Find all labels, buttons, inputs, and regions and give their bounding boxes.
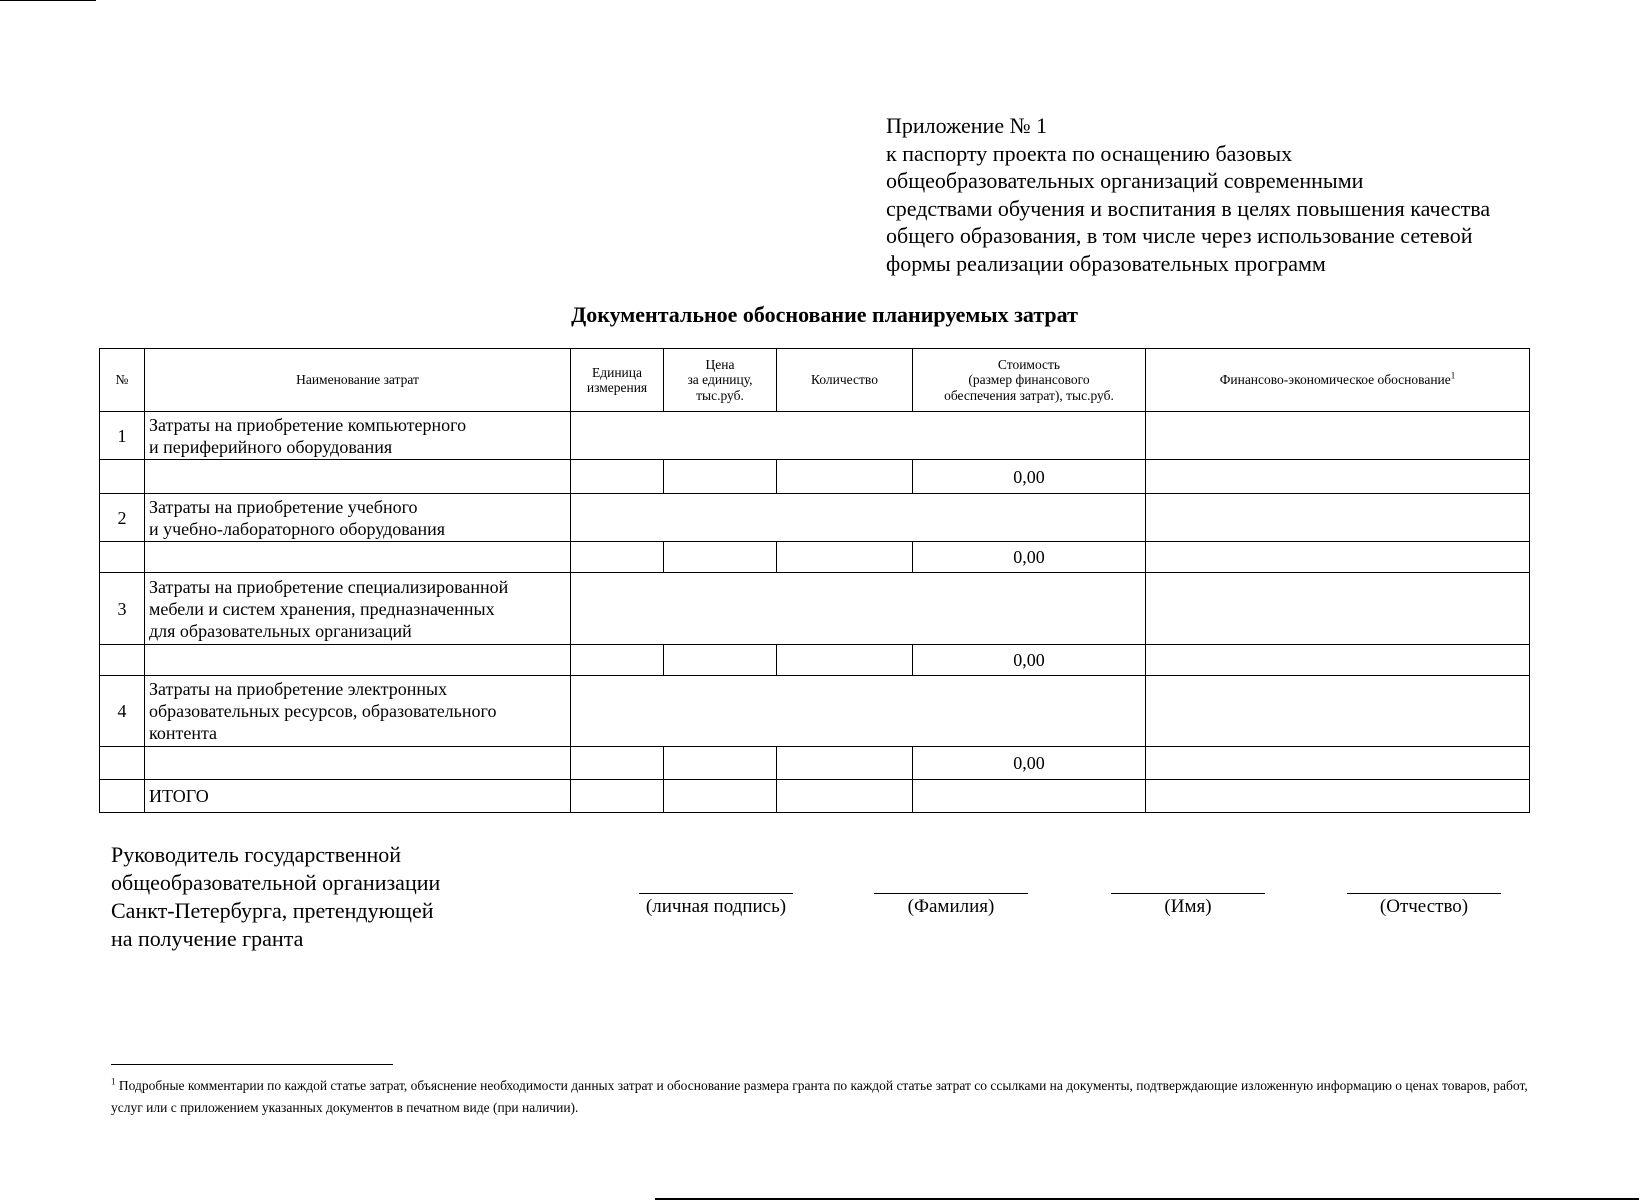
table-row bbox=[100, 645, 1530, 676]
appendix-line: к паспорту проекта по оснащению базовых bbox=[886, 140, 1293, 166]
table-row bbox=[100, 573, 1530, 645]
cost-item-name: Затраты на приобретение специализированной мебели и систем хранения, предназначенных для образовательных организаций bbox=[145, 573, 571, 645]
unit-cell bbox=[571, 645, 664, 676]
justification-cell bbox=[1146, 494, 1530, 542]
table-row bbox=[100, 747, 1530, 780]
total-row bbox=[100, 780, 1530, 813]
cost-total: 0,00 bbox=[913, 542, 1146, 573]
header-unit: Единица измерения bbox=[571, 349, 664, 412]
price-cell bbox=[664, 460, 777, 494]
appendix-line: средствами обучения и воспитания в целях повышения качества bbox=[886, 195, 1491, 221]
row-number: 2 bbox=[100, 494, 145, 542]
price-cell bbox=[664, 747, 777, 780]
table-row bbox=[100, 542, 1530, 573]
appendix-line: Приложение № 1 bbox=[886, 113, 1048, 138]
merged-cell bbox=[571, 573, 1146, 645]
price-cell bbox=[664, 542, 777, 573]
unit-cell bbox=[571, 747, 664, 780]
justification-cell bbox=[1146, 747, 1530, 780]
cost-item-name: Затраты на приобретение учебного и учебно-лабораторного оборудования bbox=[145, 494, 571, 542]
header-num: № bbox=[100, 349, 145, 412]
scan-edge-line bbox=[0, 0, 96, 1]
justification-cell bbox=[1146, 412, 1530, 460]
justification-cell bbox=[1146, 573, 1530, 645]
total-label: ИТОГО bbox=[145, 780, 571, 813]
justification-cell bbox=[1146, 542, 1530, 573]
table-header-row bbox=[100, 349, 1530, 412]
header-justification: Финансово-экономическое обоснование$^1$ bbox=[1146, 349, 1530, 412]
merged-cell bbox=[571, 676, 1146, 747]
signatory-description: Руководитель государственной общеобразовательной организации Санкт-Петербурга, претендующей на получение гранта bbox=[111, 842, 441, 951]
header-name: Наименование затрат bbox=[145, 349, 571, 412]
quantity-cell bbox=[777, 747, 913, 780]
grand-total-cell bbox=[913, 780, 1146, 813]
patronymic-field[interactable]: (Отчество) bbox=[1347, 893, 1501, 917]
unit-cell bbox=[571, 542, 664, 573]
footnote-mark: 1 bbox=[111, 1076, 116, 1087]
name-field[interactable]: (Имя) bbox=[1111, 893, 1265, 917]
table-row bbox=[100, 412, 1530, 460]
justification-cell bbox=[1146, 645, 1530, 676]
header-price: Цена за единицу, тыс.руб. bbox=[664, 349, 777, 412]
row-number: 4 bbox=[100, 676, 145, 747]
table-row bbox=[100, 676, 1530, 747]
row-number: 1 bbox=[100, 412, 145, 460]
footnote-ref: 1 bbox=[1450, 370, 1456, 381]
quantity-cell bbox=[777, 460, 913, 494]
justification-cell bbox=[1146, 676, 1530, 747]
cost-item-name: Затраты на приобретение компьютерного и периферийного оборудования bbox=[145, 412, 571, 460]
document-title: Документальное обоснование планируемых затрат bbox=[571, 302, 1078, 327]
cost-total: 0,00 bbox=[913, 460, 1146, 494]
table-row bbox=[100, 494, 1530, 542]
header-cost: Стоимость (размер финансового обеспечения затрат), тыс.руб. bbox=[913, 349, 1146, 412]
footnote-divider bbox=[111, 1064, 393, 1065]
merged-cell bbox=[571, 412, 1146, 460]
cost-total: 0,00 bbox=[913, 747, 1146, 780]
costs-table bbox=[99, 348, 1530, 813]
header-quantity: Количество bbox=[777, 349, 913, 412]
footnote bbox=[111, 1075, 1531, 1119]
appendix-line: формы реализации образовательных программ bbox=[886, 250, 1326, 276]
cost-item-name: Затраты на приобретение электронных образовательных ресурсов, образовательного контента bbox=[145, 676, 571, 747]
quantity-cell bbox=[777, 645, 913, 676]
price-cell bbox=[664, 645, 777, 676]
appendix-line: общего образования, в том числе через использование сетевой bbox=[886, 223, 1473, 248]
merged-cell bbox=[571, 494, 1146, 542]
row-number: 3 bbox=[100, 573, 145, 645]
appendix-line: общеобразовательных организаций современными bbox=[886, 168, 1364, 193]
unit-cell bbox=[571, 460, 664, 494]
justification-cell bbox=[1146, 460, 1530, 494]
quantity-cell bbox=[777, 542, 913, 573]
appendix-header bbox=[886, 112, 1606, 277]
footnote-text: Подробные комментарии по каждой статье затрат, объяснение необходимости данных затрат и обоснование размера гранта по каждой статье затрат со ссылками на документы, подтверждающие изложенную информацию о ценах товаров, работ, услуг или с приложением указанных документов в печатном виде (при наличии). bbox=[111, 1078, 1528, 1115]
table-row bbox=[100, 460, 1530, 494]
surname-field[interactable]: (Фамилия) bbox=[874, 893, 1028, 917]
signature-field[interactable]: (личная подпись) bbox=[639, 893, 793, 917]
cost-total: 0,00 bbox=[913, 645, 1146, 676]
